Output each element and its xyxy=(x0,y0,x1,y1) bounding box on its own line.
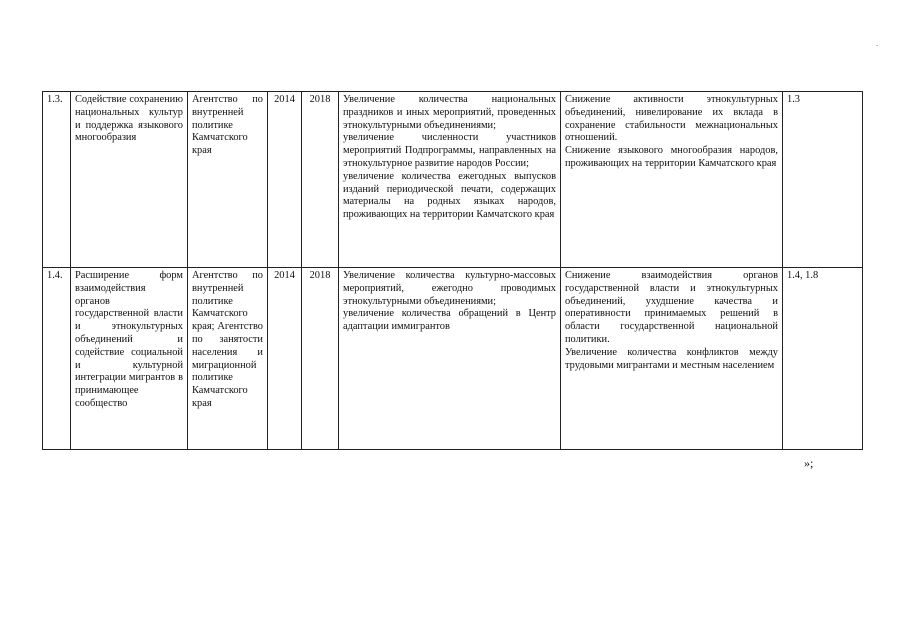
end-year: 2018 xyxy=(302,92,339,268)
measure-name: Расширение форм взаимодействия органов государственной власти и этнокультурных объединений и содействие социальной и культурной интеграции мигрантов в принимающее сообщество xyxy=(71,268,188,450)
indicators: 1.4, 1.8 xyxy=(783,268,863,450)
result-line: увеличение количества обращений в Центр адаптации иммигрантов xyxy=(343,308,556,333)
consequence-line: Снижение языкового многообразия народов, проживающих на территории Камчатского края xyxy=(565,145,778,169)
result-line: Увеличение количества культурно-массовых мероприятий, ежегодно проводимых этнокультурными объединениями; xyxy=(343,270,556,307)
row-number: 1.3. xyxy=(43,92,71,268)
table-row xyxy=(43,92,863,268)
measures-table xyxy=(42,91,863,450)
consequences xyxy=(561,92,783,268)
consequence-line: Снижение активности этнокультурных объединений, нивелирование их вклада в сохранение стабильности межнациональных отношений. xyxy=(565,94,778,144)
end-year: 2018 xyxy=(302,268,339,450)
result-line: Увеличение количества национальных праздников и иных мероприятий, проведенных этнокультурными объединениями; xyxy=(343,94,556,131)
corner-mark: . xyxy=(876,38,879,48)
expected-results xyxy=(339,268,561,450)
result-line: увеличение количества ежегодных выпусков изданий периодической печати, содержащих материалы на родных языках народов, проживающих на территории Камчатского края xyxy=(343,170,556,221)
consequence-line: Снижение взаимодействия органов государственной власти и этнокультурных объединений, ухудшение качества и оперативности принимаемых решений в области государственной национальной политики. xyxy=(565,270,778,345)
executor: Агентство по внутренней политике Камчатского края; Агентство по занятости населения и миграционной политике Камчатского края xyxy=(188,268,268,450)
closing-quote: »; xyxy=(804,456,814,470)
indicators: 1.3 xyxy=(783,92,863,268)
start-year: 2014 xyxy=(268,268,302,450)
start-year: 2014 xyxy=(268,92,302,268)
row-number: 1.4. xyxy=(43,268,71,450)
executor: Агентство по внутренней политике Камчатского края xyxy=(188,92,268,268)
measure-name: Содействие сохранению национальных культур и поддержка языкового многообразия xyxy=(71,92,188,268)
result-line: увеличение численности участников мероприятий Подпрограммы, направленных на этнокультурное развитие народов России; xyxy=(343,132,556,169)
expected-results xyxy=(339,92,561,268)
consequence-line: Увеличение количества конфликтов между трудовыми мигрантами и местным населением xyxy=(565,346,778,371)
table-row xyxy=(43,268,863,450)
consequences xyxy=(561,268,783,450)
